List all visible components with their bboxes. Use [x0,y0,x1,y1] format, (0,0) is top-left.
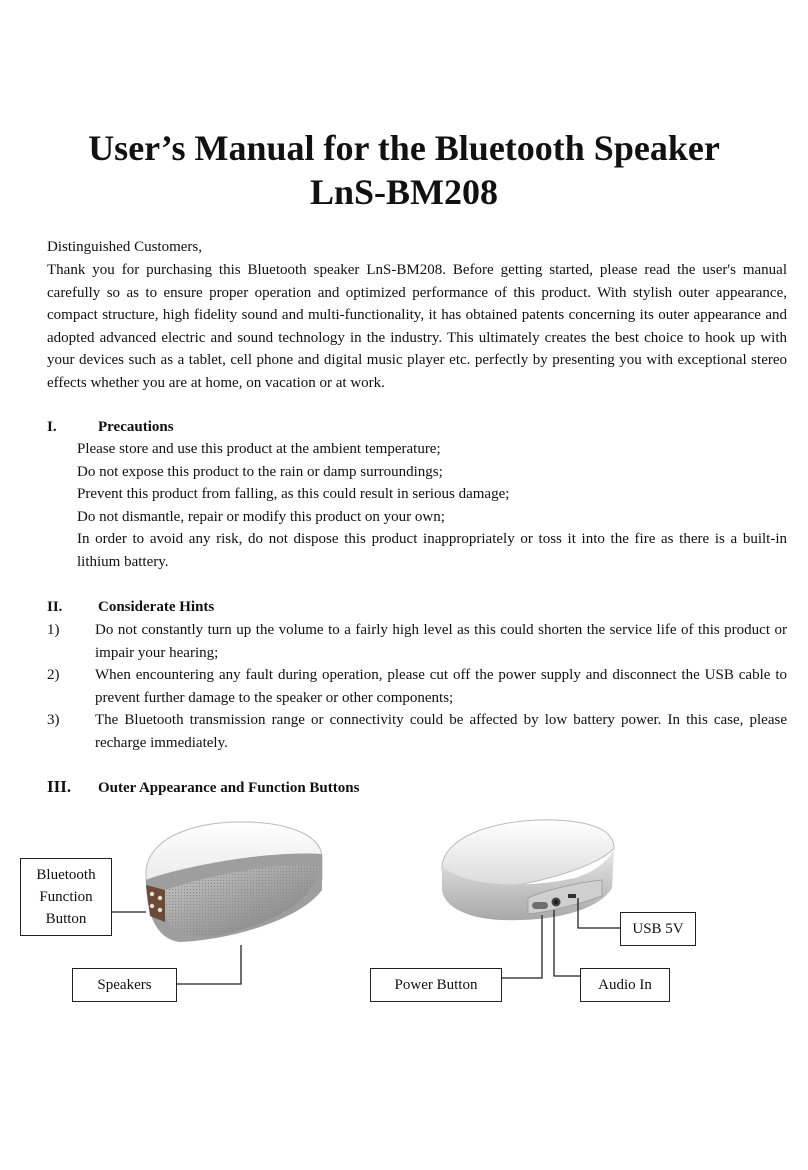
hint-number: 2) [47,667,60,683]
power-button-label: Power Button [370,968,502,1002]
hint-text: The Bluetooth transmission range or connectivity could be affected by low battery power. In this case, please recharge immediately. [95,712,787,751]
rear-speaker-image [442,820,614,920]
precaution-item: In order to avoid any risk, do not dispose this product inappropriately or toss it into the fire as there is a built-in lithium battery. [77,531,787,570]
speaker-figure [0,810,808,1040]
front-speaker-image [146,822,322,942]
hint-number: 1) [47,622,60,638]
precaution-item: Please store and use this product at the ambient temperature; [77,441,441,457]
bluetooth-label-line-3: Button [45,911,87,927]
section-3-number: III. [47,777,72,796]
precautions-list [77,438,787,573]
precaution-item: Do not expose this product to the rain or damp surroundings; [77,463,443,480]
audio-in-label: Audio In [580,968,670,1002]
precaution-item: Prevent this product from falling, as this could result in serious damage; [77,486,510,502]
hint-text: When encountering any fault during operation, please cut off the power supply and disconnect the USB cable to prevent further damage to the speaker or other components; [95,667,787,706]
section-1-number: I. [47,419,57,435]
section-2-title: Considerate Hints [98,599,215,615]
section-1-title: Precautions [98,419,174,435]
title-line-2: LnS-BM208 [309,172,499,212]
section-2-number: II. [47,599,63,615]
hint-item [47,619,787,664]
hint-item [47,664,787,709]
precaution-item: Do not dismantle, repair or modify this product on your own; [77,508,445,525]
bluetooth-label-line-2: Function [39,889,93,905]
speakers-label: Speakers [72,968,177,1002]
greeting: Distinguished Customers, [47,239,203,255]
intro-paragraph: Thank you for purchasing this Bluetooth speaker LnS-BM208. Before getting started, please read the user's manual carefully so as to ensure proper operation and optimized performance of this product. With stylish outer appearance, compact structure, high fidelity sound and multi-functionality, it has obtained patents concerning its outer appearance and adopted advanced electric and sound technology in the industry. This ultimately creates the best choice to hook up with your devices such as a tablet, cell phone and digital music player etc. perfectly by presenting you with exceptional stereo effects whether you are at home, on vacation or at work. [47,262,787,391]
bluetooth-label-line-1: Bluetooth [36,867,96,883]
usb-label: USB 5V [620,912,696,946]
hint-item [47,709,787,754]
bluetooth-button-label [20,858,112,936]
hint-number: 3) [47,712,60,728]
section-3-title: Outer Appearance and Function Buttons [98,780,360,796]
hint-text: Do not constantly turn up the volume to a fairly high level as this could shorten the service life of this product or impair your hearing; [95,622,787,661]
title-line-1: User’s Manual for the Bluetooth Speaker [88,128,720,168]
